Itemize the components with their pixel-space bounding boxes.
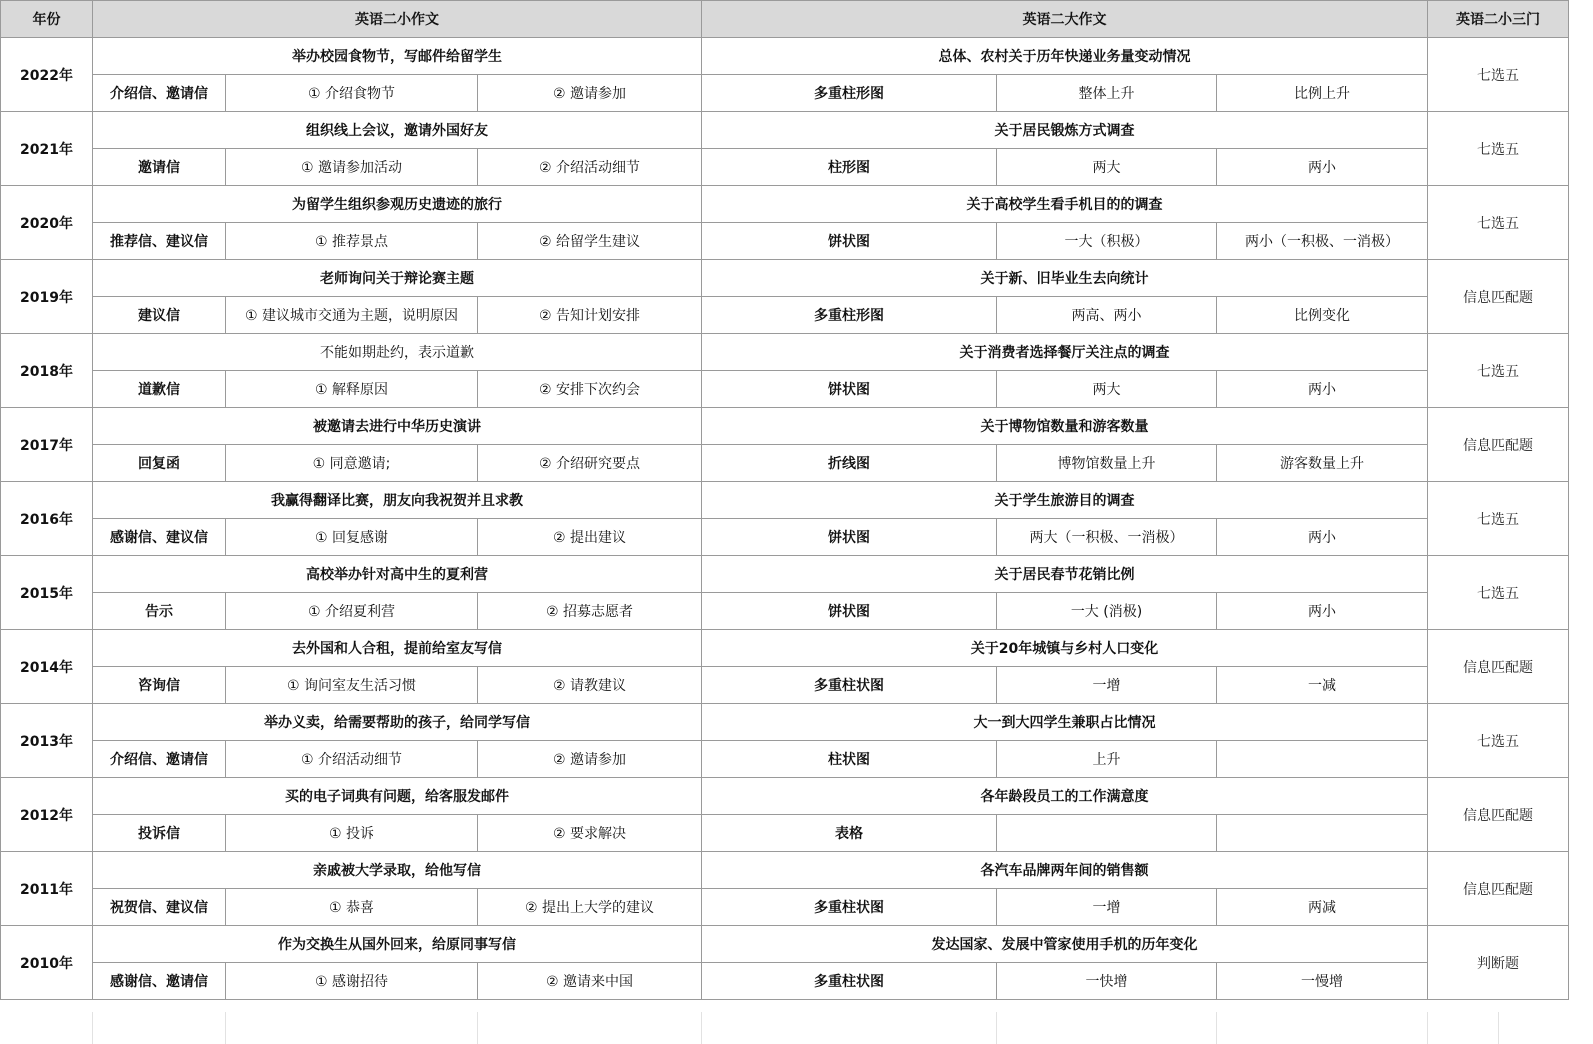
large-point-1[interactable]: 一大（积极） — [997, 223, 1217, 260]
letter-type[interactable]: 回复函 — [93, 445, 226, 482]
year-cell[interactable]: 2019年 — [1, 260, 93, 334]
year-cell[interactable]: 2010年 — [1, 926, 93, 1000]
table-row — [1, 926, 1569, 963]
header-section3[interactable]: 英语二小三门 — [1428, 1, 1569, 38]
large-essay-topic[interactable]: 关于居民春节花销比例 — [702, 556, 1428, 593]
table-row — [1, 260, 1569, 297]
large-point-1[interactable] — [997, 815, 1217, 852]
small-point-1[interactable]: ① 介绍食物节 — [226, 75, 478, 112]
table-row-detail — [1, 593, 1569, 630]
letter-type[interactable]: 投诉信 — [93, 815, 226, 852]
section3-type[interactable]: 七选五 — [1428, 482, 1569, 556]
small-point-1[interactable]: ① 投诉 — [226, 815, 478, 852]
table-row-detail — [1, 741, 1569, 778]
large-point-2[interactable] — [1217, 815, 1428, 852]
small-point-2[interactable]: ② 邀请参加 — [478, 741, 702, 778]
large-point-2[interactable]: 两小 — [1217, 519, 1428, 556]
table-row-detail — [1, 815, 1569, 852]
large-essay-topic[interactable]: 关于居民锻炼方式调查 — [702, 112, 1428, 149]
small-point-2[interactable]: ② 邀请来中国 — [478, 963, 702, 1000]
letter-type[interactable]: 咨询信 — [93, 667, 226, 704]
year-cell[interactable]: 2017年 — [1, 408, 93, 482]
small-essay-topic[interactable]: 被邀请去进行中华历史演讲 — [93, 408, 702, 445]
small-point-2[interactable]: ② 要求解决 — [478, 815, 702, 852]
small-point-1[interactable]: ① 感谢招待 — [226, 963, 478, 1000]
chart-type[interactable]: 饼状图 — [702, 519, 997, 556]
section3-type[interactable]: 信息匹配题 — [1428, 778, 1569, 852]
table-row-detail — [1, 889, 1569, 926]
chart-type[interactable]: 多重柱形图 — [702, 75, 997, 112]
letter-type[interactable]: 感谢信、建议信 — [93, 519, 226, 556]
small-point-1[interactable]: ① 介绍夏利营 — [226, 593, 478, 630]
table-row — [1, 112, 1569, 149]
year-cell[interactable]: 2018年 — [1, 334, 93, 408]
large-point-1[interactable]: 一增 — [997, 667, 1217, 704]
table-row-detail — [1, 667, 1569, 704]
small-essay-topic[interactable]: 作为交换生从国外回来，给原同事写信 — [93, 926, 702, 963]
large-point-1[interactable]: 一快增 — [997, 963, 1217, 1000]
large-point-1[interactable]: 两高、两小 — [997, 297, 1217, 334]
table-row — [1, 852, 1569, 889]
chart-type[interactable]: 多重柱状图 — [702, 963, 997, 1000]
section3-type[interactable]: 七选五 — [1428, 38, 1569, 112]
large-point-2[interactable]: 两减 — [1217, 889, 1428, 926]
large-point-1[interactable]: 两大 — [997, 149, 1217, 186]
letter-type[interactable]: 介绍信、邀请信 — [93, 75, 226, 112]
chart-type[interactable]: 多重柱状图 — [702, 889, 997, 926]
small-point-1[interactable]: ① 同意邀请; — [226, 445, 478, 482]
table-row — [1, 778, 1569, 815]
year-cell[interactable]: 2021年 — [1, 112, 93, 186]
large-point-1[interactable]: 两大（一积极、一消极） — [997, 519, 1217, 556]
table-row-detail — [1, 223, 1569, 260]
small-point-2[interactable]: ② 介绍活动细节 — [478, 149, 702, 186]
large-essay-topic[interactable]: 大一到大四学生兼职占比情况 — [702, 704, 1428, 741]
large-essay-topic[interactable]: 关于消费者选择餐厅关注点的调查 — [702, 334, 1428, 371]
large-essay-topic[interactable]: 总体、农村关于历年快递业务量变动情况 — [702, 38, 1428, 75]
large-point-2[interactable]: 游客数量上升 — [1217, 445, 1428, 482]
year-cell[interactable]: 2013年 — [1, 704, 93, 778]
chart-type[interactable]: 柱形图 — [702, 149, 997, 186]
header-large-essay[interactable]: 英语二大作文 — [702, 1, 1428, 38]
letter-type[interactable]: 感谢信、邀请信 — [93, 963, 226, 1000]
table-row-detail — [1, 75, 1569, 112]
table-row — [1, 38, 1569, 75]
section3-type[interactable]: 七选五 — [1428, 186, 1569, 260]
small-point-1[interactable]: ① 回复感谢 — [226, 519, 478, 556]
year-cell[interactable]: 2012年 — [1, 778, 93, 852]
small-point-2[interactable]: ② 告知计划安排 — [478, 297, 702, 334]
large-point-1[interactable]: 整体上升 — [997, 75, 1217, 112]
section3-type[interactable]: 信息匹配题 — [1428, 408, 1569, 482]
table-body — [1, 38, 1569, 1000]
chart-type[interactable]: 饼状图 — [702, 223, 997, 260]
table-row — [1, 334, 1569, 371]
small-point-1[interactable]: ① 推荐景点 — [226, 223, 478, 260]
letter-type[interactable]: 告示 — [93, 593, 226, 630]
letter-type[interactable]: 道歉信 — [93, 371, 226, 408]
large-essay-topic[interactable]: 关于博物馆数量和游客数量 — [702, 408, 1428, 445]
small-essay-topic[interactable]: 我赢得翻译比赛，朋友向我祝贺并且求教 — [93, 482, 702, 519]
small-essay-topic[interactable]: 亲戚被大学录取，给他写信 — [93, 852, 702, 889]
header-small-essay[interactable]: 英语二小作文 — [93, 1, 702, 38]
chart-type[interactable]: 多重柱状图 — [702, 667, 997, 704]
small-point-2[interactable]: ② 给留学生建议 — [478, 223, 702, 260]
header-row — [1, 1, 1569, 38]
large-essay-topic[interactable]: 关于高校学生看手机目的的调查 — [702, 186, 1428, 223]
large-point-1[interactable]: 博物馆数量上升 — [997, 445, 1217, 482]
large-point-1[interactable]: 一增 — [997, 889, 1217, 926]
section3-type[interactable]: 七选五 — [1428, 334, 1569, 408]
large-point-2[interactable]: 一减 — [1217, 667, 1428, 704]
small-point-2[interactable]: ② 提出建议 — [478, 519, 702, 556]
small-point-1[interactable]: ① 询问室友生活习惯 — [226, 667, 478, 704]
large-point-2[interactable]: 比例上升 — [1217, 75, 1428, 112]
table-row-detail — [1, 371, 1569, 408]
table-row-detail — [1, 519, 1569, 556]
small-point-2[interactable]: ② 请教建议 — [478, 667, 702, 704]
section3-type[interactable]: 信息匹配题 — [1428, 260, 1569, 334]
section3-type[interactable]: 信息匹配题 — [1428, 852, 1569, 926]
section3-type[interactable]: 信息匹配题 — [1428, 630, 1569, 704]
chart-type[interactable]: 柱状图 — [702, 741, 997, 778]
large-point-2[interactable]: 比例变化 — [1217, 297, 1428, 334]
large-point-1[interactable]: 两大 — [997, 371, 1217, 408]
letter-type[interactable]: 邀请信 — [93, 149, 226, 186]
small-point-1[interactable]: ① 解释原因 — [226, 371, 478, 408]
small-essay-topic[interactable]: 老师询问关于辩论赛主题 — [93, 260, 702, 297]
chart-type[interactable]: 多重柱形图 — [702, 297, 997, 334]
small-point-1[interactable]: ① 建议城市交通为主题，说明原因 — [226, 297, 478, 334]
table-row-detail — [1, 297, 1569, 334]
chart-type[interactable]: 折线图 — [702, 445, 997, 482]
year-cell[interactable]: 2022年 — [1, 38, 93, 112]
small-essay-topic[interactable]: 组织线上会议，邀请外国好友 — [93, 112, 702, 149]
small-point-2[interactable]: ② 提出上大学的建议 — [478, 889, 702, 926]
small-point-2[interactable]: ② 安排下次约会 — [478, 371, 702, 408]
table-row — [1, 186, 1569, 223]
large-essay-topic[interactable]: 关于20年城镇与乡村人口变化 — [702, 630, 1428, 667]
small-point-1[interactable]: ① 介绍活动细节 — [226, 741, 478, 778]
letter-type[interactable]: 祝贺信、建议信 — [93, 889, 226, 926]
large-point-1[interactable]: 一大 (消极) — [997, 593, 1217, 630]
table-row — [1, 630, 1569, 667]
large-point-2[interactable]: 一慢增 — [1217, 963, 1428, 1000]
small-essay-topic[interactable]: 举办义卖，给需要帮助的孩子，给同学写信 — [93, 704, 702, 741]
large-essay-topic[interactable]: 关于新、旧毕业生去向统计 — [702, 260, 1428, 297]
large-point-2[interactable] — [1217, 741, 1428, 778]
large-essay-topic[interactable]: 各汽车品牌两年间的销售额 — [702, 852, 1428, 889]
large-essay-topic[interactable]: 发达国家、发展中管家使用手机的历年变化 — [702, 926, 1428, 963]
small-essay-topic[interactable]: 去外国和人合租，提前给室友写信 — [93, 630, 702, 667]
large-point-2[interactable]: 两小 — [1217, 371, 1428, 408]
table-row — [1, 482, 1569, 519]
large-point-2[interactable]: 两小（一积极、一消极） — [1217, 223, 1428, 260]
large-point-2[interactable]: 两小 — [1217, 149, 1428, 186]
small-point-1[interactable]: ① 恭喜 — [226, 889, 478, 926]
small-essay-topic[interactable]: 不能如期赴约，表示道歉 — [93, 334, 702, 371]
large-essay-topic[interactable]: 关于学生旅游目的调查 — [702, 482, 1428, 519]
small-essay-topic[interactable]: 买的电子词典有问题，给客服发邮件 — [93, 778, 702, 815]
small-point-2[interactable]: ② 介绍研究要点 — [478, 445, 702, 482]
table-row-detail — [1, 445, 1569, 482]
empty-sheet-area — [0, 1012, 1593, 1044]
section3-type[interactable]: 七选五 — [1428, 112, 1569, 186]
year-cell[interactable]: 2014年 — [1, 630, 93, 704]
small-point-1[interactable]: ① 邀请参加活动 — [226, 149, 478, 186]
letter-type[interactable]: 推荐信、建议信 — [93, 223, 226, 260]
chart-type[interactable]: 饼状图 — [702, 371, 997, 408]
large-point-2[interactable]: 两小 — [1217, 593, 1428, 630]
header-year[interactable]: 年份 — [1, 1, 93, 38]
year-cell[interactable]: 2016年 — [1, 482, 93, 556]
letter-type[interactable]: 建议信 — [93, 297, 226, 334]
letter-type[interactable]: 介绍信、邀请信 — [93, 741, 226, 778]
table-row — [1, 704, 1569, 741]
section3-type[interactable]: 七选五 — [1428, 704, 1569, 778]
small-essay-topic[interactable]: 举办校园食物节，写邮件给留学生 — [93, 38, 702, 75]
small-point-2[interactable]: ② 招募志愿者 — [478, 593, 702, 630]
large-essay-topic[interactable]: 各年龄段员工的工作满意度 — [702, 778, 1428, 815]
year-cell[interactable]: 2015年 — [1, 556, 93, 630]
year-cell[interactable]: 2020年 — [1, 186, 93, 260]
table-row-detail — [1, 149, 1569, 186]
chart-type[interactable]: 饼状图 — [702, 593, 997, 630]
small-essay-topic[interactable]: 高校举办针对高中生的夏利营 — [93, 556, 702, 593]
small-point-2[interactable]: ② 邀请参加 — [478, 75, 702, 112]
section3-type[interactable]: 七选五 — [1428, 556, 1569, 630]
small-essay-topic[interactable]: 为留学生组织参观历史遗迹的旅行 — [93, 186, 702, 223]
table-row-detail — [1, 963, 1569, 1000]
section3-type[interactable]: 判断题 — [1428, 926, 1569, 1000]
year-cell[interactable]: 2011年 — [1, 852, 93, 926]
table-row — [1, 408, 1569, 445]
chart-type[interactable]: 表格 — [702, 815, 997, 852]
large-point-1[interactable]: 上升 — [997, 741, 1217, 778]
table-row — [1, 556, 1569, 593]
